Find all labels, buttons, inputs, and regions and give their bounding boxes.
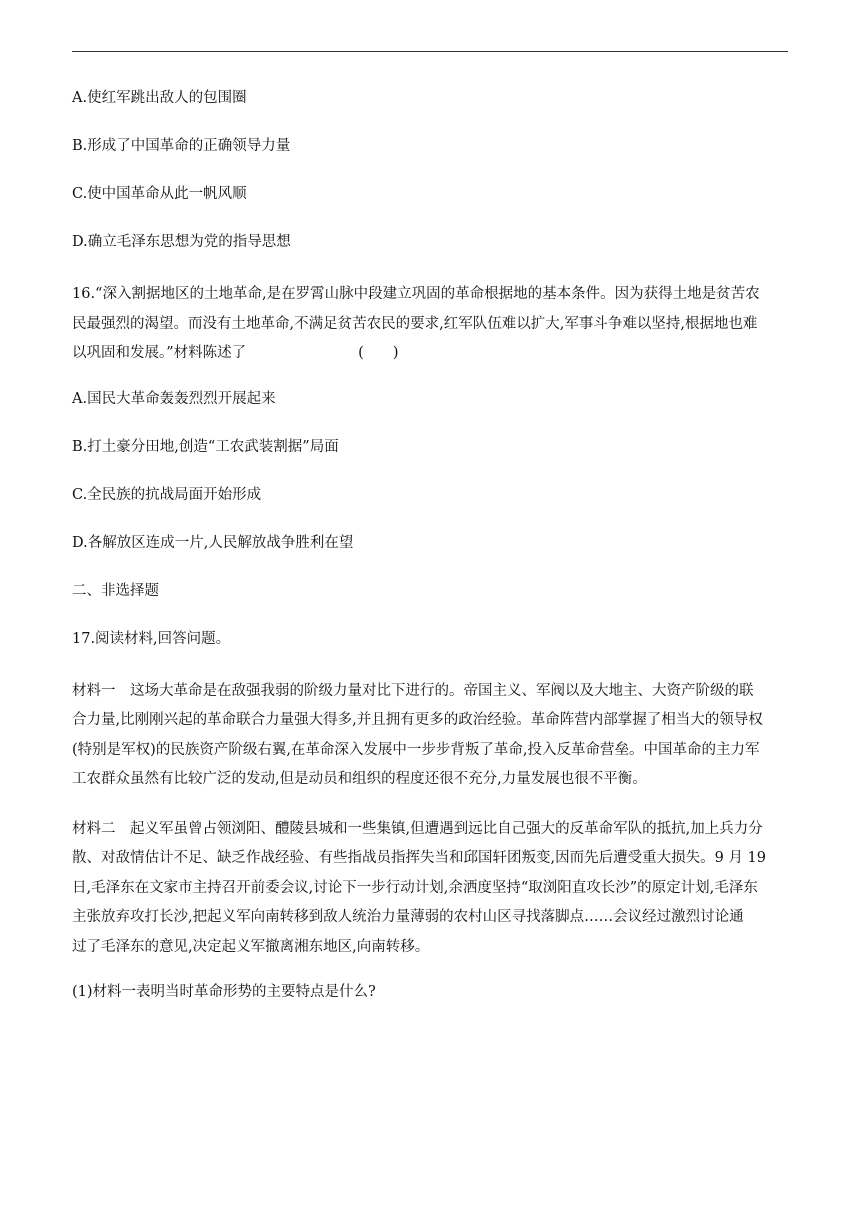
q16-stem-line	[72, 339, 788, 369]
section-title: 二、非选择题	[72, 582, 159, 599]
q16-stem-line-text: 以巩固和发展。”材料陈述了	[72, 345, 247, 361]
material-2-line: 主张放弃攻打长沙,把起义军向南转移到敌人统治力量薄弱的农村山区寻找落脚点……会议经过激烈讨论通	[72, 909, 744, 925]
material-2-line: 材料二 起义军虽曾占领浏阳、醴陵县城和一些集镇,但遭遇到远比自己强大的反革命军队的抵抗,加上兵力分	[72, 820, 763, 837]
q16-stem	[72, 280, 788, 369]
q15-option-b: B.形成了中国革命的正确领导力量	[72, 138, 291, 154]
material-2-line: 过了毛泽东的意见,决定起义军撤离湘东地区,向南转移。	[72, 938, 430, 955]
material-2-line: 日,毛泽东在文家市主持召开前委会议,讨论下一步行动计划,余洒度坚持“取浏阳直攻长沙”的原定计划,毛泽东	[72, 879, 758, 896]
q16-stem-line: 16.“深入割据地区的土地革命,是在罗霄山脉中段建立巩固的革命根据地的基本条件。因为获得土地是贫苦农	[72, 286, 760, 302]
material-1-line: 工农群众虽然有比较广泛的发动,但是动员和组织的程度还很不充分,力量发展也很不平衡。	[72, 771, 647, 787]
answer-bracket: ( )	[358, 345, 399, 361]
exam-page	[72, 88, 788, 1002]
q16-option-b: B.打土豪分田地,创造“工农武装割据”局面	[72, 438, 339, 455]
material-2-line: 散、对敌情估计不足、缺乏作战经验、有些指战员指挥失当和邱国轩团叛变,因而先后遭受重大损失。9 月 19	[72, 850, 766, 866]
header-rule	[72, 51, 788, 52]
material-1-line: (特别是军权)的民族资产阶级右翼,在革命深入发展中一步步背叛了革命,投入反革命营垒。中国革命的主力军	[72, 741, 760, 758]
q16-stem-line: 民最强烈的渴望。而没有土地革命,不满足贫苦农民的要求,红军队伍难以扩大,军事斗争难以坚持,根据地也难	[72, 315, 758, 332]
q15-option-c: C.使中国革命从此一帆风顺	[72, 186, 247, 202]
material-1-line: 合力量,比刚刚兴起的革命联合力量强大得多,并且拥有更多的政治经验。革命阵营内部掌握了相当大的领导权	[72, 712, 763, 728]
sub-question-1: (1)材料一表明当时革命形势的主要特点是什么?	[72, 984, 376, 1000]
q17-intro: 17.阅读材料,回答问题。	[72, 630, 231, 647]
material-2	[72, 815, 788, 963]
q16-option-d: D.各解放区连成一片,人民解放战争胜利在望	[72, 534, 354, 551]
material-1-line: 材料一 这场大革命是在敌强我弱的阶级力量对比下进行的。帝国主义、军阀以及大地主、大资产阶级的联	[72, 682, 754, 699]
material-1	[72, 677, 788, 795]
q15-option-d: D.确立毛泽东思想为党的指导思想	[72, 234, 291, 250]
q16-option-c: C.全民族的抗战局面开始形成	[72, 486, 262, 503]
q15-option-a: A.使红军跳出敌人的包围圈	[72, 90, 247, 106]
q16-option-a: A.国民大革命轰轰烈烈开展起来	[72, 390, 276, 407]
